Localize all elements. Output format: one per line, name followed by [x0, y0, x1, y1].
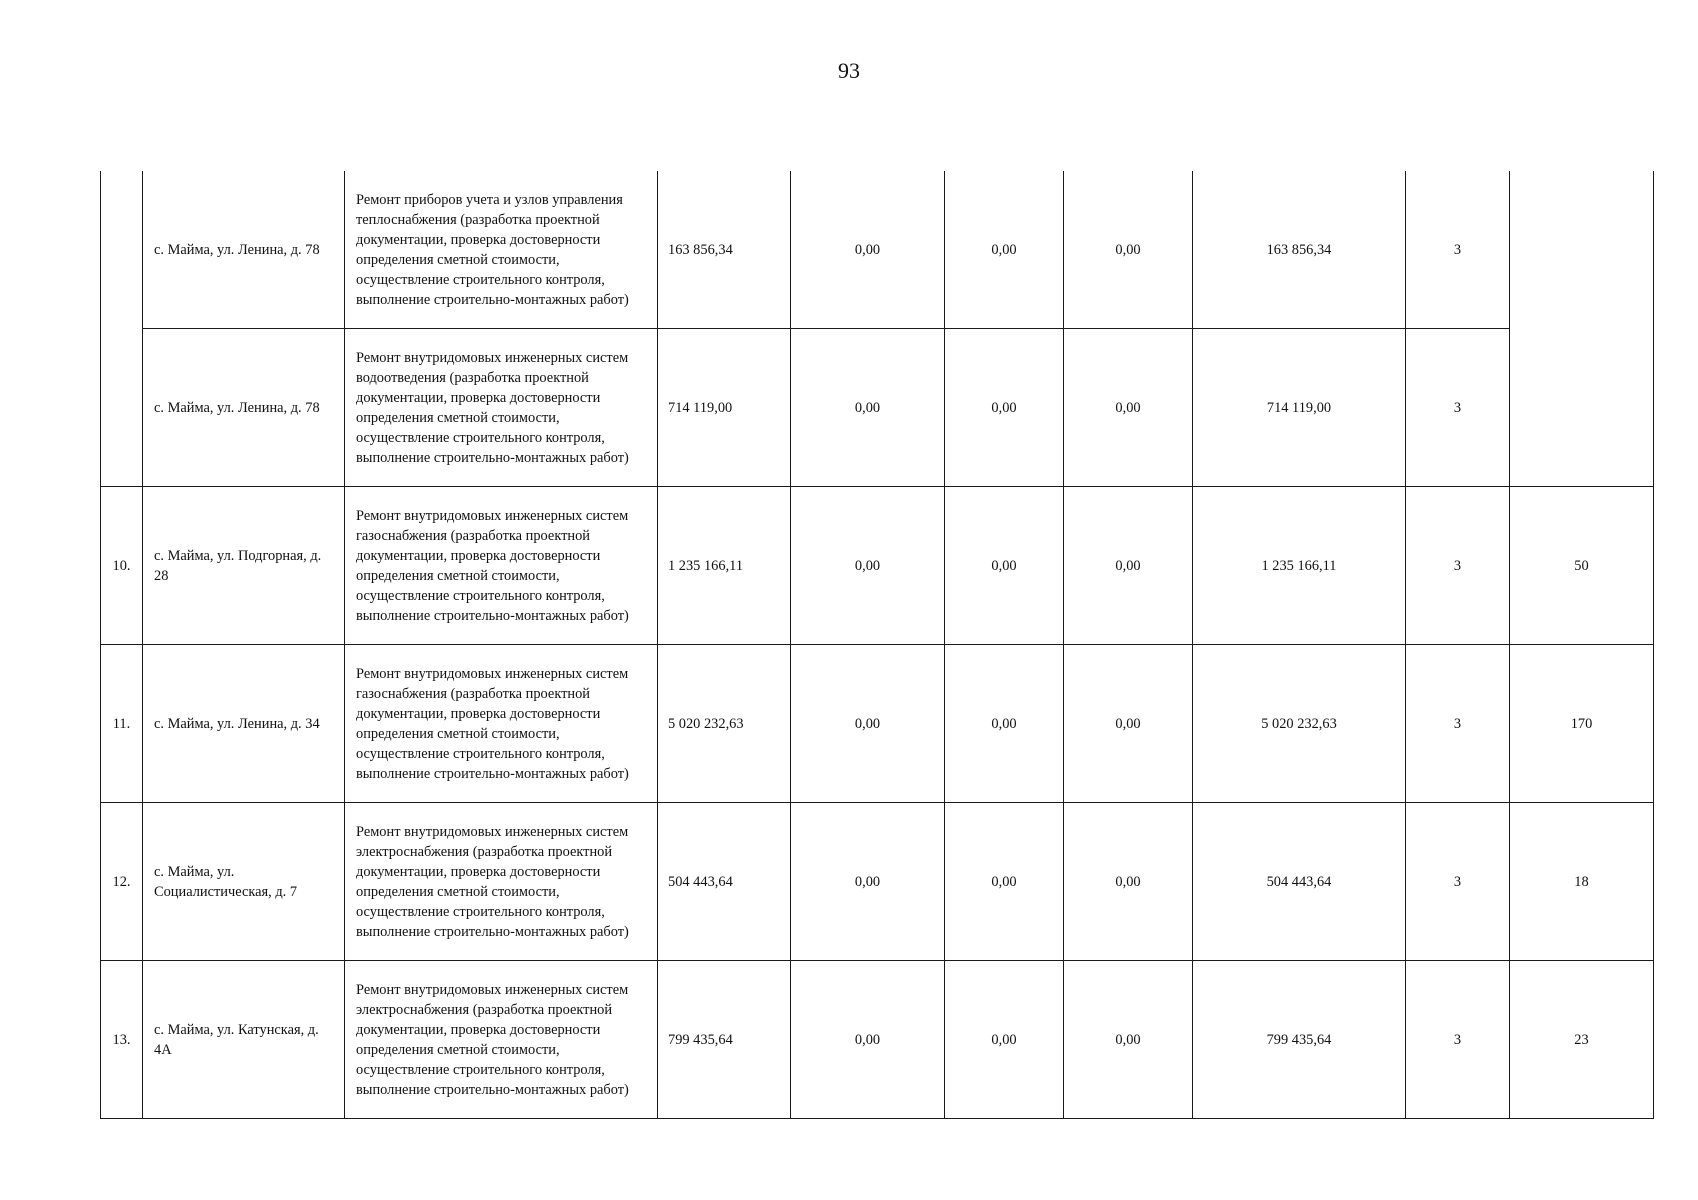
value-cell: 0,00: [1064, 961, 1193, 1119]
value-cell: 163 856,34: [1193, 171, 1406, 329]
repair-works-table: [100, 171, 1654, 1119]
value-cell: 0,00: [1064, 803, 1193, 961]
row-number-cell: 12.: [101, 803, 143, 961]
table-row: [101, 329, 1654, 487]
value-cell: 0,00: [791, 329, 945, 487]
work-description-cell: Ремонт внутридомовых инженерных систем водоотведения (разработка проектной документации, проверка достоверности определения сметной стоимости, осуществление строительного контроля, выполнение строительно-монтажных работ): [345, 329, 658, 487]
table-row: [101, 961, 1654, 1119]
page-number: 93: [838, 58, 860, 83]
value-cell: 0,00: [791, 645, 945, 803]
value-cell: 504 443,64: [1193, 803, 1406, 961]
value-cell: 0,00: [945, 961, 1064, 1119]
table-row: [101, 487, 1654, 645]
total-cost-cell: 163 856,34: [658, 171, 791, 329]
value-cell: 0,00: [791, 171, 945, 329]
address-cell: с. Майма, ул. Катунская, д. 4А: [143, 961, 345, 1119]
value-cell: [1510, 171, 1654, 487]
value-cell: 0,00: [945, 487, 1064, 645]
value-cell: 0,00: [1064, 645, 1193, 803]
total-cost-cell: 799 435,64: [658, 961, 791, 1119]
work-description-cell: Ремонт внутридомовых инженерных систем газоснабжения (разработка проектной документации, проверка достоверности определения сметной стоимости, осуществление строительного контроля, выполнение строительно-монтажных работ): [345, 645, 658, 803]
value-cell: 3: [1406, 171, 1510, 329]
value-cell: 0,00: [945, 803, 1064, 961]
value-cell: 5 020 232,63: [1193, 645, 1406, 803]
value-cell: 18: [1510, 803, 1654, 961]
table-row: [101, 171, 1654, 329]
value-cell: 3: [1406, 803, 1510, 961]
address-cell: с. Майма, ул. Ленина, д. 34: [143, 645, 345, 803]
total-cost-cell: 714 119,00: [658, 329, 791, 487]
address-cell: с. Майма, ул. Социалистическая, д. 7: [143, 803, 345, 961]
value-cell: 799 435,64: [1193, 961, 1406, 1119]
table-row: [101, 803, 1654, 961]
value-cell: 3: [1406, 645, 1510, 803]
row-number-cell: 13.: [101, 961, 143, 1119]
value-cell: 3: [1406, 329, 1510, 487]
value-cell: 3: [1406, 487, 1510, 645]
total-cost-cell: 5 020 232,63: [658, 645, 791, 803]
value-cell: 0,00: [945, 329, 1064, 487]
row-number-cell: [101, 171, 143, 487]
value-cell: 1 235 166,11: [1193, 487, 1406, 645]
row-number-cell: 11.: [101, 645, 143, 803]
value-cell: 50: [1510, 487, 1654, 645]
work-description-cell: Ремонт внутридомовых инженерных систем газоснабжения (разработка проектной документации, проверка достоверности определения сметной стоимости, осуществление строительного контроля, выполнение строительно-монтажных работ): [345, 487, 658, 645]
total-cost-cell: 1 235 166,11: [658, 487, 791, 645]
value-cell: 0,00: [791, 803, 945, 961]
value-cell: 0,00: [1064, 487, 1193, 645]
value-cell: 0,00: [1064, 329, 1193, 487]
work-description-cell: Ремонт приборов учета и узлов управления теплоснабжения (разработка проектной документации, проверка достоверности определения сметной стоимости, осуществление строительного контроля, выполнение строительно-монтажных работ): [345, 171, 658, 329]
value-cell: 0,00: [791, 487, 945, 645]
work-description-cell: Ремонт внутридомовых инженерных систем электроснабжения (разработка проектной документации, проверка достоверности определения сметной стоимости, осуществление строительного контроля, выполнение строительно-монтажных работ): [345, 961, 658, 1119]
value-cell: 0,00: [1064, 171, 1193, 329]
value-cell: 0,00: [791, 961, 945, 1119]
address-cell: с. Майма, ул. Ленина, д. 78: [143, 171, 345, 329]
table-row: [101, 645, 1654, 803]
row-number-cell: 10.: [101, 487, 143, 645]
value-cell: 0,00: [945, 171, 1064, 329]
value-cell: 23: [1510, 961, 1654, 1119]
value-cell: 0,00: [945, 645, 1064, 803]
address-cell: с. Майма, ул. Подгорная, д. 28: [143, 487, 345, 645]
total-cost-cell: 504 443,64: [658, 803, 791, 961]
address-cell: с. Майма, ул. Ленина, д. 78: [143, 329, 345, 487]
value-cell: 3: [1406, 961, 1510, 1119]
value-cell: 170: [1510, 645, 1654, 803]
value-cell: 714 119,00: [1193, 329, 1406, 487]
work-description-cell: Ремонт внутридомовых инженерных систем электроснабжения (разработка проектной документации, проверка достоверности определения сметной стоимости, осуществление строительного контроля, выполнение строительно-монтажных работ): [345, 803, 658, 961]
